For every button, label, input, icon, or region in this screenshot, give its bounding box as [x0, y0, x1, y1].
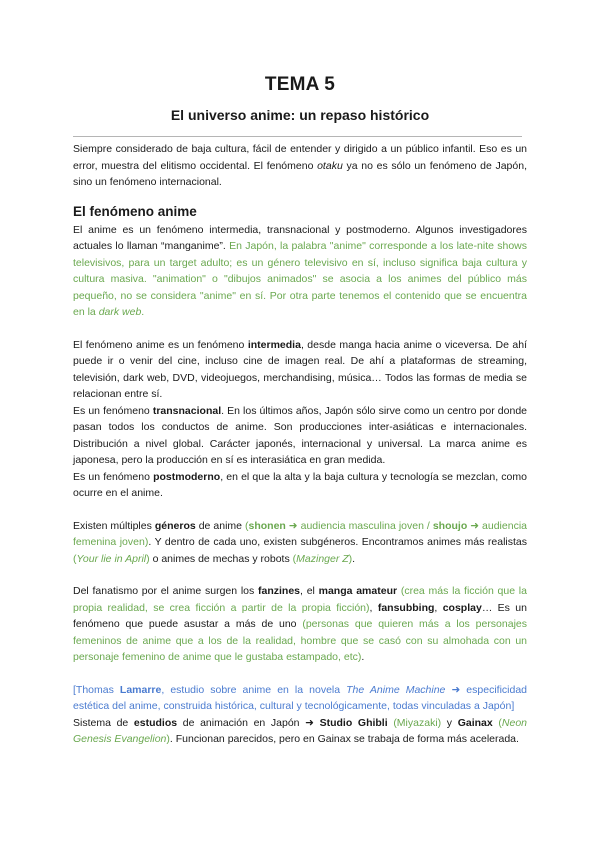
page-title: TEMA 5	[264, 74, 336, 95]
spacer	[73, 502, 527, 518]
spacer	[73, 567, 527, 583]
paragraph-lamarre-note: [Thomas Lamarre, estudio sobre anime en la novela The Anime Machine ➜ especificidad estética del anime, construida histórica, cultural y tecnológicamente, todas vinculadas a Japón]	[73, 683, 528, 712]
paragraph-definition: El anime es un fenómeno intermedia, transnacional y postmoderno. Algunos investigadores actuales lo llaman “manganime”. En Japón, la palabra "anime" corresponde a los late-nite shows televisivos, para un target adulto; es un género televisivo en sí, incluso significa baja cultura y cultura masiva. "animation" o "dibujos animados" se asocia a los animes del público más pequeño, no se considera "anime" en sí. Por otra parte tenemos el contenido que se encuentra en la dark web.	[73, 223, 527, 318]
paragraph-intermedia: El fenómeno anime es un fenómeno intermedia, desde manga hacia anime o viceversa. De ahí puede ir o venir del cine, incluso cine de imagen real. De ahí a plataformas de streaming, televisión, dark web, DVD, videojuegos, merchandising, música… Todos las formas de media se relacionan entre sí.	[73, 338, 528, 400]
spacer	[73, 321, 527, 337]
section-heading: El fenómeno anime	[73, 203, 197, 219]
paragraph-estudios: Sistema de estudios de animación en Japón ➜ Studio Ghibli (Miyazaki) y Gainax (Neon Genesis Evangelion). Funcionan parecidos, pero en Gainax se trabaja de forma más acelerada.	[73, 716, 527, 745]
intro-paragraph: Siempre considerado de baja cultura, fácil de entender y dirigido a un público infantil. Eso es un error, muestra del elitismo occidental. El fenómeno otaku ya no es sólo un fenómeno de Japón, sino un fenómeno internacional.	[73, 143, 527, 188]
paragraph-postmoderno: Es un fenómeno postmoderno, en el que la alta y la baja cultura y tecnología se mezclan, como ocurre en el anime.	[73, 470, 527, 499]
spacer	[73, 666, 527, 682]
paragraph-transnacional: Es un fenómeno transnacional. En los últimos años, Japón sólo sirve como un centro por donde pasan todos los conductos de anime. Son producciones inter-asiáticas e internacionales. Distribución a nivel global. Carácter japonés, internacional y universal. La marca anime es japonesa, pero la producción en sí es interasiática en gran medida.	[73, 404, 527, 466]
page-subtitle: El universo anime: un repaso histórico	[170, 107, 430, 123]
title-divider	[73, 136, 522, 137]
paragraph-fanatismo: Del fanatismo por el anime surgen los fanzines, el manga amateur (crea más la ficción que la propia realidad, se crea ficción a partir de la propia ficción), fansubbing, cosplay… Es un fenómeno que puede asustar a más de uno (personas que quieren más a los personajes femeninos de anime que a los de la realidad, hombre que se casó con su almohada con un personaje femenino de anime que le gustaba estampado, etc).	[73, 585, 528, 663]
document-body	[73, 141, 527, 748]
paragraph-generos: Existen múltiples géneros de anime (shonen ➜ audiencia masculina joven / shoujo ➜ audiencia femenina joven). Y dentro de cada uno, existen subgéneros. Encontramos animes más realistas (Your lie in April) o animes de mechas y robots (Mazinger Z).	[73, 519, 527, 565]
